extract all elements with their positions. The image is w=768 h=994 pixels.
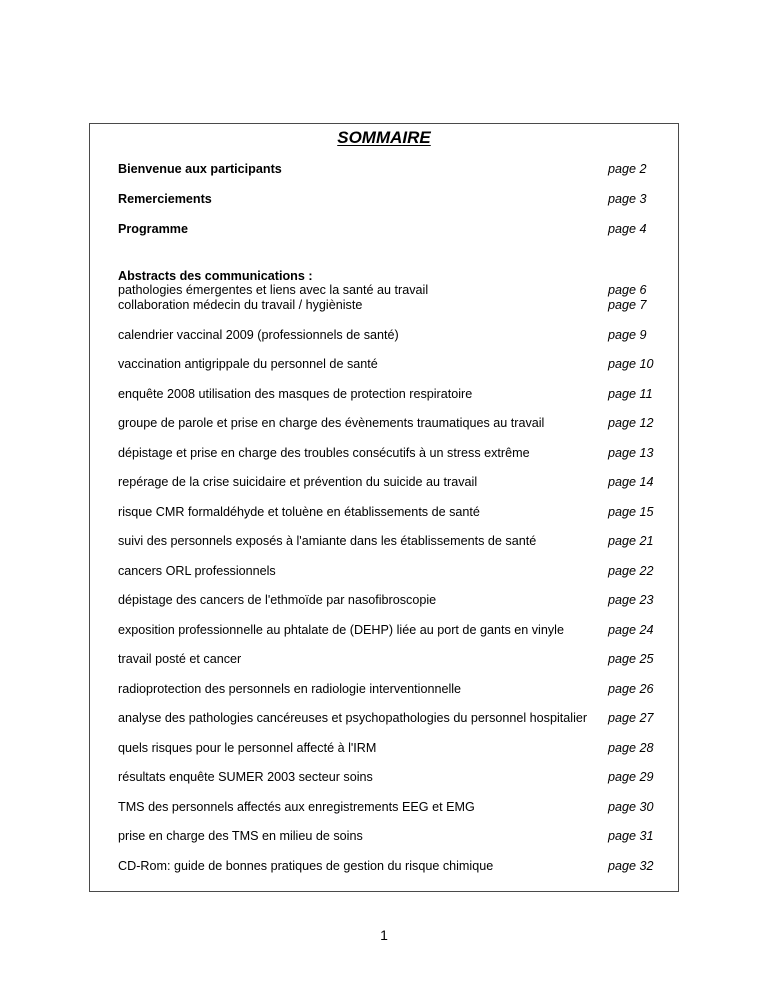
toc-entry-label: prise en charge des TMS en milieu de soins: [118, 829, 363, 843]
toc-entry-label: cancers ORL professionnels: [118, 563, 276, 578]
toc-entry-page: page 22: [608, 563, 654, 578]
toc-entry-page: page 3: [608, 192, 647, 206]
toc-entry-page: page 28: [608, 740, 654, 755]
toc-entry-label: risque CMR formaldéhyde et toluène en établissements de santé: [118, 504, 480, 519]
toc-entry-label: résultats enquête SUMER 2003 secteur soins: [118, 770, 373, 784]
toc-entry-page: page 11: [608, 386, 653, 401]
toc-entry-page: page 9: [608, 327, 647, 342]
toc-entry-page: page 29: [608, 770, 654, 784]
toc-entry-label: groupe de parole et prise en charge des évènements traumatiques au travail: [118, 416, 545, 430]
toc-entry-page: page 4: [608, 222, 647, 236]
page-number: 1: [380, 927, 388, 943]
toc-entry-label: Bienvenue aux participants: [118, 162, 282, 176]
toc-entry-page: page 31: [608, 829, 654, 843]
toc-entry-label: pathologies émergentes et liens avec la santé au travail: [118, 283, 429, 297]
toc-entry-label: quels risques pour le personnel affecté à l'IRM: [118, 740, 377, 755]
toc-entry-label: CD-Rom: guide de bonnes pratiques de gestion du risque chimique: [118, 858, 494, 873]
toc-entry-label: dépistage et prise en charge des troubles consécutifs à un stress extrême: [118, 445, 530, 460]
toc-entry-label: exposition professionnelle au phtalate de (DEHP) liée au port de gants en vinyle: [118, 622, 564, 637]
toc-entry-label: analyse des pathologies cancéreuses et psychopathologies du personnel hospitalier: [118, 711, 588, 725]
toc-entry-page: page 32: [608, 858, 654, 873]
toc-entry-page: page 30: [608, 799, 654, 814]
toc-entry-label: calendrier vaccinal 2009 (professionnels de santé): [118, 327, 399, 342]
toc-entry-page: page 24: [608, 622, 654, 637]
toc-entry-page: page 6: [608, 283, 647, 297]
toc-entry-page: page 12: [608, 416, 654, 430]
toc-entry-label: suivi des personnels exposés à l'amiante dans les établissements de santé: [118, 534, 537, 548]
toc-title: SOMMAIRE: [337, 128, 431, 147]
toc-entry-page: page 26: [608, 681, 654, 696]
toc-entry-label: TMS des personnels affectés aux enregistrements EEG et EMG: [118, 799, 475, 814]
toc-entry-label: dépistage des cancers de l'ethmoïde par nasofibroscopie: [118, 593, 437, 607]
toc-entry-label: radioprotection des personnels en radiologie interventionnelle: [118, 681, 462, 696]
toc-entry-page: page 7: [608, 298, 647, 312]
toc-entry-label: repérage de la crise suicidaire et prévention du suicide au travail: [118, 475, 478, 489]
toc-entry-page: page 10: [608, 357, 654, 371]
toc-entry-page: page 27: [608, 711, 654, 725]
toc-entry-page: page 2: [608, 162, 647, 176]
toc-entry-page: page 14: [608, 475, 654, 489]
toc-entry-label: vaccination antigrippale du personnel de santé: [118, 357, 378, 371]
toc-entry-page: page 21: [608, 534, 654, 548]
toc-entry-label: enquête 2008 utilisation des masques de protection respiratoire: [118, 386, 473, 401]
abstracts-heading: Abstracts des communications :: [118, 269, 313, 283]
toc-entry-page: page 15: [608, 504, 654, 519]
toc-entry-label: Programme: [118, 222, 188, 236]
toc-entry-label: collaboration médecin du travail / hygièniste: [118, 298, 363, 312]
toc-entry-page: page 23: [608, 593, 654, 607]
toc-entry-page: page 25: [608, 652, 654, 666]
toc-entry-label: travail posté et cancer: [118, 652, 242, 666]
toc-entry-page: page 13: [608, 445, 654, 460]
toc-entry-label: Remerciements: [118, 192, 212, 206]
